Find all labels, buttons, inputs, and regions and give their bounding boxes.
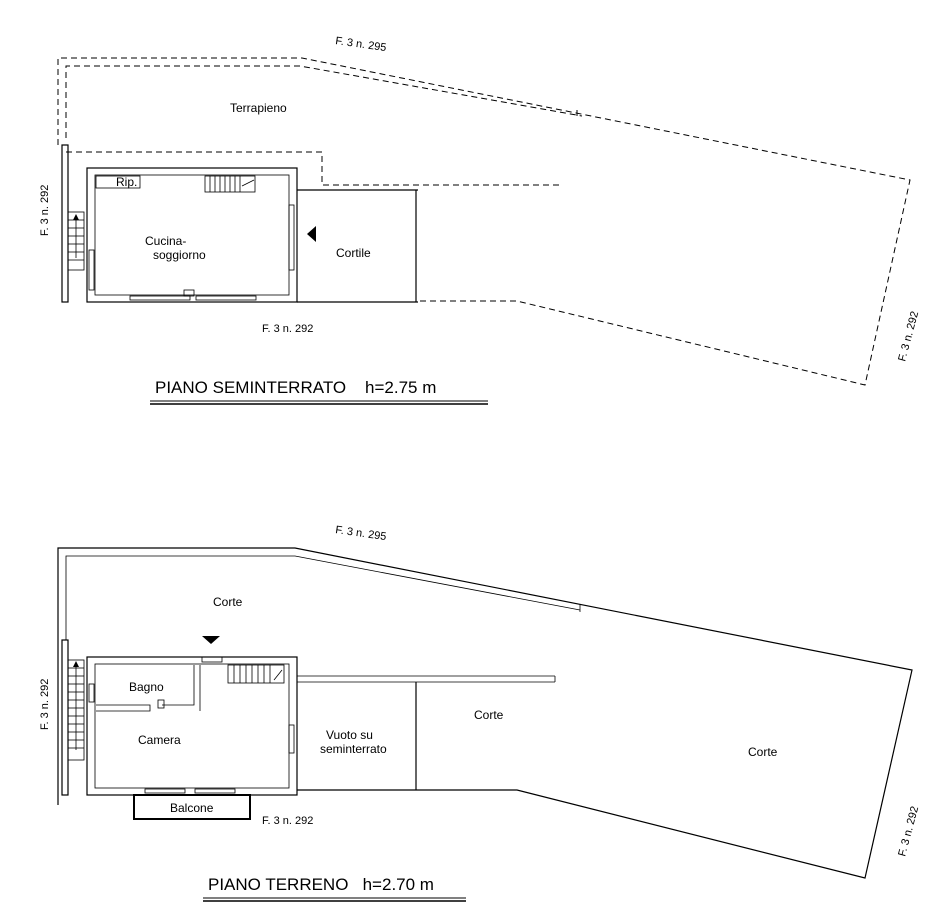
left-window: [89, 250, 94, 290]
entry-arrow-icon: [307, 226, 316, 242]
terreno-left-wall: [62, 640, 68, 795]
camera-outer-wall: [87, 657, 297, 795]
bagno-window: [89, 684, 94, 702]
bagno-fixture: [158, 700, 164, 708]
camera-bottom-window-2: [195, 789, 235, 793]
corte-mid-label: Corte: [474, 708, 504, 722]
seminterrato-plan: [39, 35, 921, 404]
camera-inner-wall: [95, 664, 289, 788]
camera-bottom-window-1: [145, 789, 185, 793]
exterior-stair-left: [68, 212, 84, 270]
terreno-ref-left: F. 3 n. 292: [39, 678, 51, 730]
cucina-inner-wall: [95, 175, 289, 295]
corte-top-label: Corte: [213, 595, 243, 609]
bagno-label: Bagno: [129, 680, 164, 694]
ripostiglio-label: Rip.: [116, 175, 138, 189]
terreno-entry-arrow-icon: [202, 636, 220, 644]
top-window: [202, 657, 222, 662]
balcone-label: Balcone: [170, 801, 214, 815]
ref-left: F. 3 n. 292: [39, 184, 51, 236]
interior-stair: [205, 176, 255, 192]
right-door: [289, 205, 294, 270]
seminterrato-title: PIANO SEMINTERRATO h=2.75 m: [155, 378, 437, 397]
terreno-title: PIANO TERRENO h=2.70 m: [208, 875, 434, 894]
cortile-label: Cortile: [336, 246, 371, 260]
bottom-window-2: [196, 296, 256, 300]
terreno-exterior-stair: [68, 660, 84, 760]
terrapieno-inner-outline: [66, 66, 582, 138]
cucina-label-line2: soggiorno: [153, 248, 206, 262]
terreno-interior-stair: [228, 665, 284, 683]
terreno-ref-top: F. 3 n. 295: [334, 524, 388, 544]
corte-inner-boundary: [66, 556, 580, 640]
bottom-window-1: [130, 296, 190, 300]
terrapieno-label: Terrapieno: [230, 101, 287, 115]
camera-right-window: [289, 725, 294, 753]
ref-right: F. 3 n. 292: [896, 310, 922, 363]
camera-label: Camera: [138, 733, 181, 747]
terreno-ref-right: F. 3 n. 292: [896, 805, 922, 858]
vuoto-label-line2: seminterrato: [320, 742, 387, 756]
cucina-label-line1: Cucina-: [145, 234, 187, 248]
ref-top: F. 3 n. 295: [334, 35, 388, 55]
corte-right-label: Corte: [748, 745, 778, 759]
terrapieno-outline: [58, 58, 910, 385]
bagno-partition: [96, 705, 150, 711]
bagno-partition-right: [162, 665, 194, 705]
terreno-ref-bottom: F. 3 n. 292: [262, 815, 314, 827]
left-wall: [62, 145, 68, 302]
ref-bottom: F. 3 n. 292: [262, 323, 314, 335]
terreno-plan: [39, 524, 921, 901]
vuoto-label-line1: Vuoto su: [326, 728, 373, 742]
